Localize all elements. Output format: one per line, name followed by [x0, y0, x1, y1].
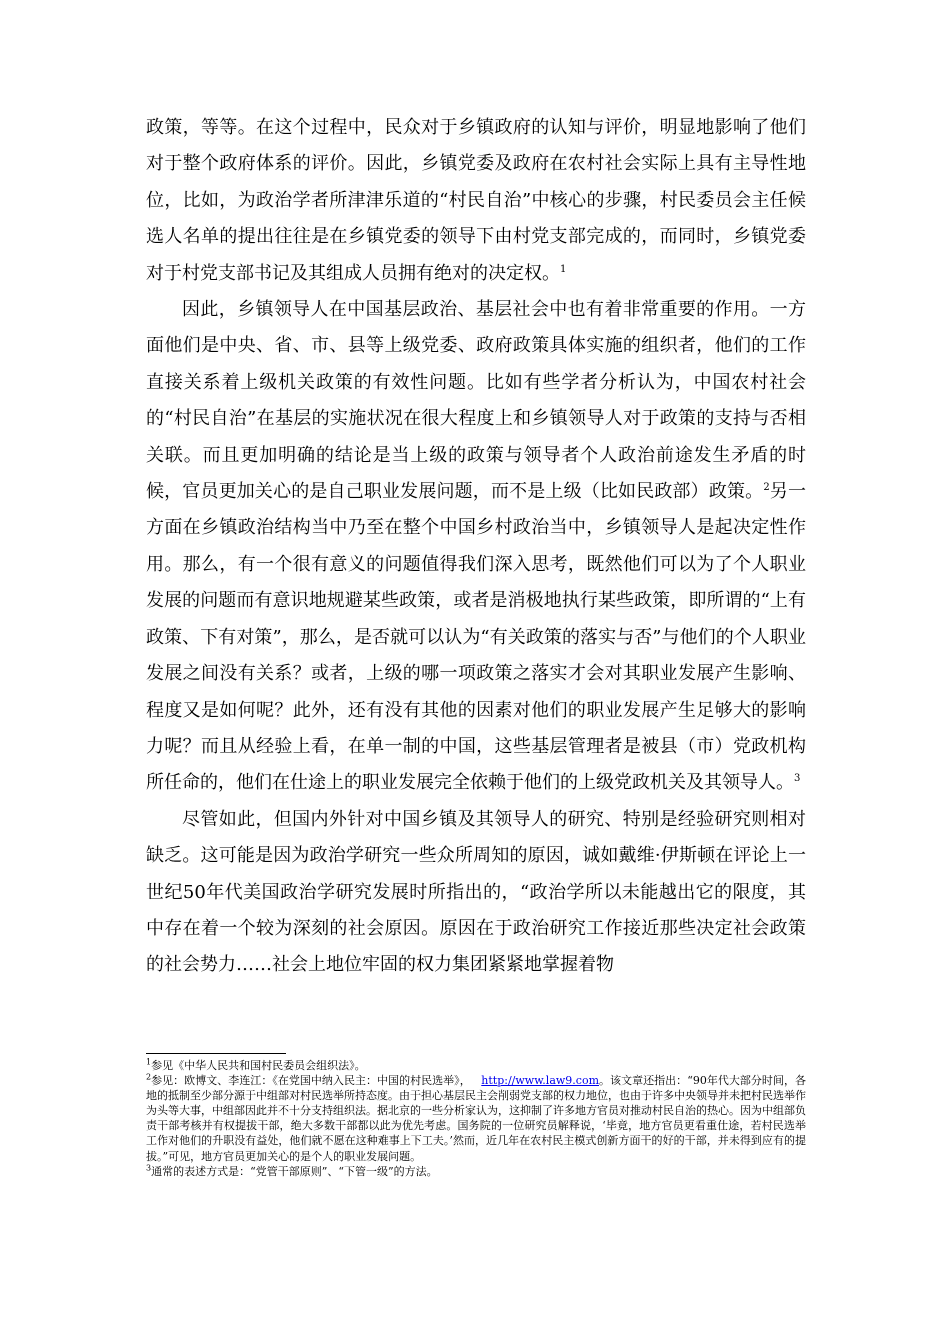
paragraph-1-text: 政策，等等。在这个过程中，民众对于乡镇政府的认知与评价，明显地影响了他们对于整个政府体系的评价。因此，乡镇党委及政府在农村社会实际上具有主导性地位，比如，为政治学者所津津乐道的“村民自治”中核心的步骤，村民委员会主任候选人名单的提出往往是在乡镇党委的领导下由村党支部完成的，而同时，乡镇党委对于村党支部书记及其组成人员拥有绝对的决定权。: [146, 117, 806, 284]
footnote-2-text-pre: 参见：欧博文、李连江：《在党国中纳入民主：中国的村民选举》，: [151, 1074, 471, 1088]
footnote-separator: [146, 1053, 286, 1054]
footnotes: [146, 1058, 806, 1179]
paragraph-3-text: 尽管如此，但国内外针对中国乡镇及其领导人的研究、特别是经验研究则相对缺乏。这可能是因为政治学研究一些众所周知的原因，诚如戴维·伊斯顿在评论上一世纪50年代美国政治学研究发展时所指出的，“政治学所以未能越出它的限度，其中存在着一个较为深刻的社会原因。原因在于政治研究工作接近那些决定社会政策的社会势力……社会上地位牢固的权力集团紧紧地掌握着物: [146, 808, 806, 976]
paragraph-2-text-b: 另一方面在乡镇政治结构当中乃至在整个中国乡村政治当中，乡镇领导人是起决定性作用。那么，有一个很有意义的问题值得我们深入思考，既然他们可以为了个人职业发展的问题而有意识地规避某些政策，或者是消极地执行某些政策，即所谓的“上有政策、下有对策”，那么，是否就可以认为“有关政策的落实与否”与他们的个人职业发展之间没有关系？或者，上级的哪一项政策之落实才会对其职业发展产生影响、程度又是如何呢？此外，还有没有其他的因素对他们的职业发展产生足够大的影响力呢？而且从经验上看，在单一制的中国，这些基层管理者是被县（市）党政机构所任命的，他们在仕途上的职业发展完全依赖于他们的上级党政机关及其领导人。: [146, 481, 806, 794]
paragraph-3: [146, 802, 806, 984]
footnote-3: [146, 1164, 806, 1179]
footnote-2: [146, 1073, 806, 1164]
footnote-ref-2[interactable]: 2: [763, 482, 770, 494]
footnote-ref-3[interactable]: 3: [794, 773, 801, 785]
footnote-2-number: 2: [146, 1072, 152, 1082]
footnote-ref-1[interactable]: 1: [560, 263, 567, 275]
footnote-2-text-post: 。该文章还指出：“90年代大部分时间，各地的抵制至少部分源于中组部对村民选举所持态度。由于担心基层民主会削弱党支部的权力地位，也由于许多中央领导并未把村民选举作为头等大事，中组部因此并不十分支持组织法。据北京的一些分析家认为，这抑制了许多地方官员对推动村民自治的热心。因为中组部负责干部考核并有权提拔干部，绝大多数干部都以此为优先考虑。国务院的一位研究员解释说，‘毕竟，地方官员更看重仕途，若村民选举工作对他们的升职没有益处，他们就不愿在这种难事上下工夫。’然而，近几年在农村民主模式创新方面干的好的干部，并未得到应有的提拔。”可见，地方官员更加关心的是个人的职业发展问题。: [146, 1074, 806, 1163]
paragraph-1: [146, 110, 806, 292]
footnote-3-text: 通常的表述方式是：“党管干部原则”、“下管一级”的方法。: [151, 1164, 438, 1178]
body-text: [146, 110, 806, 984]
footnote-1-text: 参见《中华人民共和国村民委员会组织法》。: [151, 1059, 366, 1072]
paragraph-2-text-a: 因此，乡镇领导人在中国基层政治、基层社会中也有着非常重要的作用。一方面他们是中央、省、市、县等上级党委、政府政策具体实施的组织者，他们的工作直接关系着上级机关政策的有效性问题。比如有些学者分析认为，中国农村社会的“村民自治”在基层的实施状况在很大程度上和乡镇领导人对于政策的支持与否相关联。而且更加明确的结论是当上级的政策与领导者个人政治前途发生矛盾的时候，官员更加关心的是自己职业发展问题，而不是上级（比如民政部）政策。: [146, 299, 806, 503]
footnote-2-link[interactable]: http://www.law9.com: [481, 1074, 600, 1088]
footnote-1-number: 1: [146, 1057, 152, 1067]
paragraph-2: [146, 292, 806, 802]
footnote-3-number: 3: [146, 1163, 152, 1172]
footnote-1: [146, 1058, 806, 1073]
